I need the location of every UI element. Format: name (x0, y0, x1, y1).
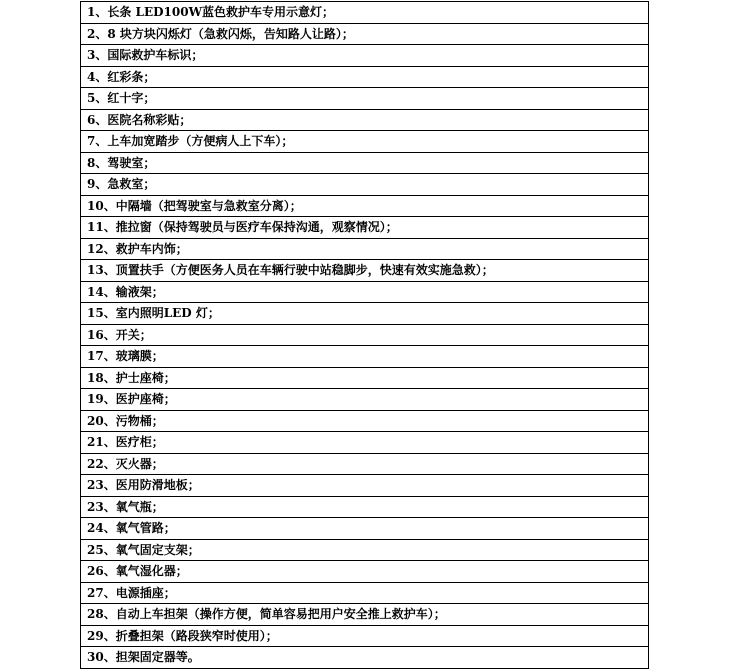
table-row (81, 604, 649, 626)
table-row (81, 260, 649, 282)
equipment-item: 19、医护座椅； (81, 389, 649, 411)
table-row (81, 23, 649, 45)
table-row (81, 518, 649, 540)
equipment-item: 22、灭火器； (81, 453, 649, 475)
equipment-item: 13、顶置扶手（方便医务人员在车辆行驶中站稳脚步，快速有效实施急救）； (81, 260, 649, 282)
equipment-list-body (81, 2, 649, 669)
equipment-item: 24、氧气管路； (81, 518, 649, 540)
equipment-item: 9、急救室； (81, 174, 649, 196)
table-row (81, 453, 649, 475)
table-row (81, 324, 649, 346)
table-row (81, 582, 649, 604)
equipment-item: 12、救护车内饰； (81, 238, 649, 260)
table-row (81, 647, 649, 669)
table-row (81, 346, 649, 368)
table-row (81, 88, 649, 110)
equipment-item: 23、医用防滑地板； (81, 475, 649, 497)
table-row (81, 217, 649, 239)
equipment-item: 7、上车加宽踏步（方便病人上下车）； (81, 131, 649, 153)
table-row (81, 303, 649, 325)
table-row (81, 195, 649, 217)
equipment-item: 16、开关； (81, 324, 649, 346)
table-row (81, 389, 649, 411)
equipment-item: 26、氧气湿化器； (81, 561, 649, 583)
equipment-item: 8、驾驶室； (81, 152, 649, 174)
equipment-item: 27、电源插座； (81, 582, 649, 604)
equipment-item: 15、室内照明LED 灯； (81, 303, 649, 325)
equipment-item: 14、输液架； (81, 281, 649, 303)
table-row (81, 174, 649, 196)
table-row (81, 539, 649, 561)
equipment-item: 18、护士座椅； (81, 367, 649, 389)
table-row (81, 432, 649, 454)
table-row (81, 109, 649, 131)
table-row (81, 2, 649, 24)
table-row (81, 238, 649, 260)
table-row (81, 561, 649, 583)
table-row (81, 45, 649, 67)
equipment-item: 6、医院名称彩贴； (81, 109, 649, 131)
table-row (81, 131, 649, 153)
table-row (81, 410, 649, 432)
equipment-item: 20、污物桶； (81, 410, 649, 432)
table-row (81, 281, 649, 303)
equipment-item: 3、国际救护车标识； (81, 45, 649, 67)
table-row (81, 367, 649, 389)
equipment-item: 4、红彩条； (81, 66, 649, 88)
table-row (81, 625, 649, 647)
table-row (81, 66, 649, 88)
table-row (81, 496, 649, 518)
equipment-item: 2、8 块方块闪烁灯（急救闪烁，告知路人让路）； (81, 23, 649, 45)
equipment-item: 28、自动上车担架（操作方便，简单容易把用户安全推上救护车）； (81, 604, 649, 626)
table-row (81, 475, 649, 497)
table-row (81, 152, 649, 174)
equipment-item: 1、长条 LED100W蓝色救护车专用示意灯； (81, 2, 649, 24)
equipment-item: 25、氧气固定支架； (81, 539, 649, 561)
equipment-item: 21、医疗柜； (81, 432, 649, 454)
equipment-item: 11、推拉窗（保持驾驶员与医疗车保持沟通，观察情况）； (81, 217, 649, 239)
equipment-item: 23、氧气瓶； (81, 496, 649, 518)
equipment-item: 10、中隔墙（把驾驶室与急救室分离）； (81, 195, 649, 217)
equipment-item: 29、折叠担架（路段狭窄时使用）； (81, 625, 649, 647)
equipment-item: 17、玻璃膜； (81, 346, 649, 368)
equipment-list-table (80, 1, 649, 669)
equipment-item: 30、担架固定器等。 (81, 647, 649, 669)
equipment-item: 5、红十字； (81, 88, 649, 110)
